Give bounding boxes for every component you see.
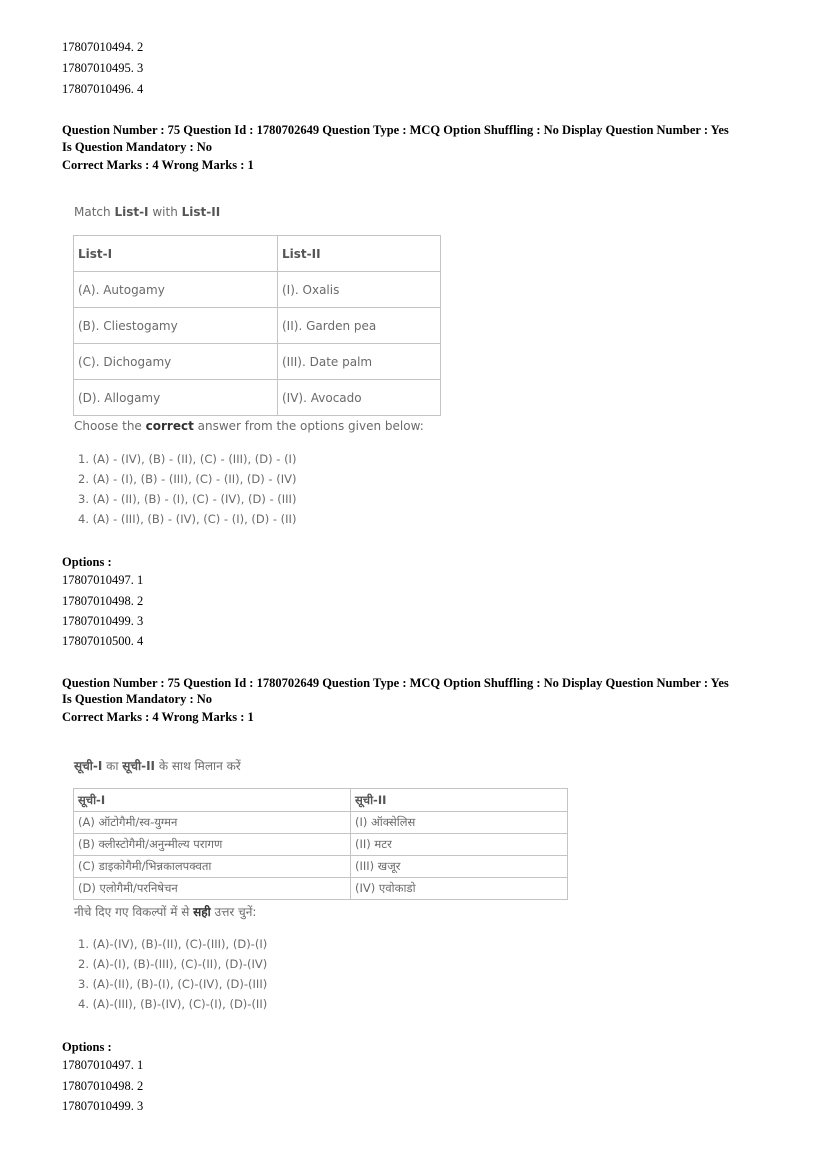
table-cell: (B). Cliestogamy bbox=[74, 308, 278, 344]
option-line: 17807010499. 3 bbox=[62, 614, 144, 628]
table-header: सूची-I bbox=[74, 789, 351, 812]
table-header-row bbox=[74, 236, 441, 272]
answer-choice: 4. (A) - (III), (B) - (IV), (C) - (I), (D) - (II) bbox=[78, 512, 297, 526]
table-row bbox=[74, 878, 568, 900]
answer-choice: 3. (A)-(II), (B)-(I), (C)-(IV), (D)-(III) bbox=[78, 977, 268, 991]
table-header-row bbox=[74, 789, 568, 812]
answer-choice: 2. (A)-(I), (B)-(III), (C)-(II), (D)-(IV) bbox=[78, 957, 268, 971]
match-table bbox=[73, 788, 568, 900]
question-marks: Correct Marks : 4 Wrong Marks : 1 bbox=[62, 158, 254, 172]
table-cell: (IV) एवोकाडो bbox=[351, 878, 568, 900]
option-line: 17807010495. 3 bbox=[62, 61, 144, 75]
answer-choice: 4. (A)-(III), (B)-(IV), (C)-(I), (D)-(II) bbox=[78, 997, 268, 1011]
table-row bbox=[74, 812, 568, 834]
answer-choice: 1. (A) - (IV), (B) - (II), (C) - (III), (D) - (I) bbox=[78, 452, 297, 466]
table-cell: (II). Garden pea bbox=[278, 308, 441, 344]
answer-choice: 3. (A) - (II), (B) - (I), (C) - (IV), (D) - (III) bbox=[78, 492, 297, 506]
table-row bbox=[74, 856, 568, 878]
option-line: 17807010498. 2 bbox=[62, 594, 144, 608]
table-cell: (C). Dichogamy bbox=[74, 344, 278, 380]
answer-choice: 2. (A) - (I), (B) - (III), (C) - (II), (D) - (IV) bbox=[78, 472, 297, 486]
table-cell: (A) ऑटोगैमी/स्व-युग्मन bbox=[74, 812, 351, 834]
table-cell: (D) एलोगैमी/परनिषेचन bbox=[74, 878, 351, 900]
table-header: List-I bbox=[74, 236, 278, 272]
table-row bbox=[74, 344, 441, 380]
question-meta: Question Number : 75 Question Id : 1780702649 Question Type : MCQ Option Shuffling : No Display Question Number : Yes bbox=[62, 123, 729, 137]
table-cell: (D). Allogamy bbox=[74, 380, 278, 416]
table-row bbox=[74, 308, 441, 344]
question-mandatory: Is Question Mandatory : No bbox=[62, 692, 213, 706]
table-cell: (I). Oxalis bbox=[278, 272, 441, 308]
option-line: 17807010498. 2 bbox=[62, 1079, 144, 1093]
table-cell: (IV). Avocado bbox=[278, 380, 441, 416]
question-meta: Question Number : 75 Question Id : 1780702649 Question Type : MCQ Option Shuffling : No Display Question Number : Yes bbox=[62, 676, 729, 690]
option-line: 17807010497. 1 bbox=[62, 1058, 144, 1072]
table-header: सूची-II bbox=[351, 789, 568, 812]
table-cell: (II) मटर bbox=[351, 834, 568, 856]
match-table bbox=[73, 235, 441, 416]
question-intro: Match List-I with List-II bbox=[74, 205, 221, 219]
table-cell: (A). Autogamy bbox=[74, 272, 278, 308]
table-cell: (B) क्लीस्टोगैमी/अनुन्मील्य परागण bbox=[74, 834, 351, 856]
options-label: Options : bbox=[62, 555, 112, 569]
option-line: 17807010500. 4 bbox=[62, 634, 144, 648]
answer-choice: 1. (A)-(IV), (B)-(II), (C)-(III), (D)-(I) bbox=[78, 937, 268, 951]
option-line: 17807010494. 2 bbox=[62, 40, 144, 54]
options-label: Options : bbox=[62, 1040, 112, 1054]
table-cell: (III). Date palm bbox=[278, 344, 441, 380]
table-header: List-II bbox=[278, 236, 441, 272]
question-intro: सूची-I का सूची-II के साथ मिलान करें bbox=[74, 759, 241, 773]
question-marks: Correct Marks : 4 Wrong Marks : 1 bbox=[62, 710, 254, 724]
table-row bbox=[74, 834, 568, 856]
option-line: 17807010496. 4 bbox=[62, 82, 144, 96]
option-line: 17807010497. 1 bbox=[62, 573, 144, 587]
table-row bbox=[74, 272, 441, 308]
table-row bbox=[74, 380, 441, 416]
table-cell: (III) खजूर bbox=[351, 856, 568, 878]
table-cell: (I) ऑक्सेलिस bbox=[351, 812, 568, 834]
question-mandatory: Is Question Mandatory : No bbox=[62, 140, 213, 154]
option-line: 17807010499. 3 bbox=[62, 1099, 144, 1113]
choose-instruction: Choose the correct answer from the options given below: bbox=[74, 419, 424, 433]
table-cell: (C) डाइकोगैमी/भिन्नकालपक्वता bbox=[74, 856, 351, 878]
choose-instruction: नीचे दिए गए विकल्पों में से सही उत्तर चुनें: bbox=[74, 905, 257, 919]
